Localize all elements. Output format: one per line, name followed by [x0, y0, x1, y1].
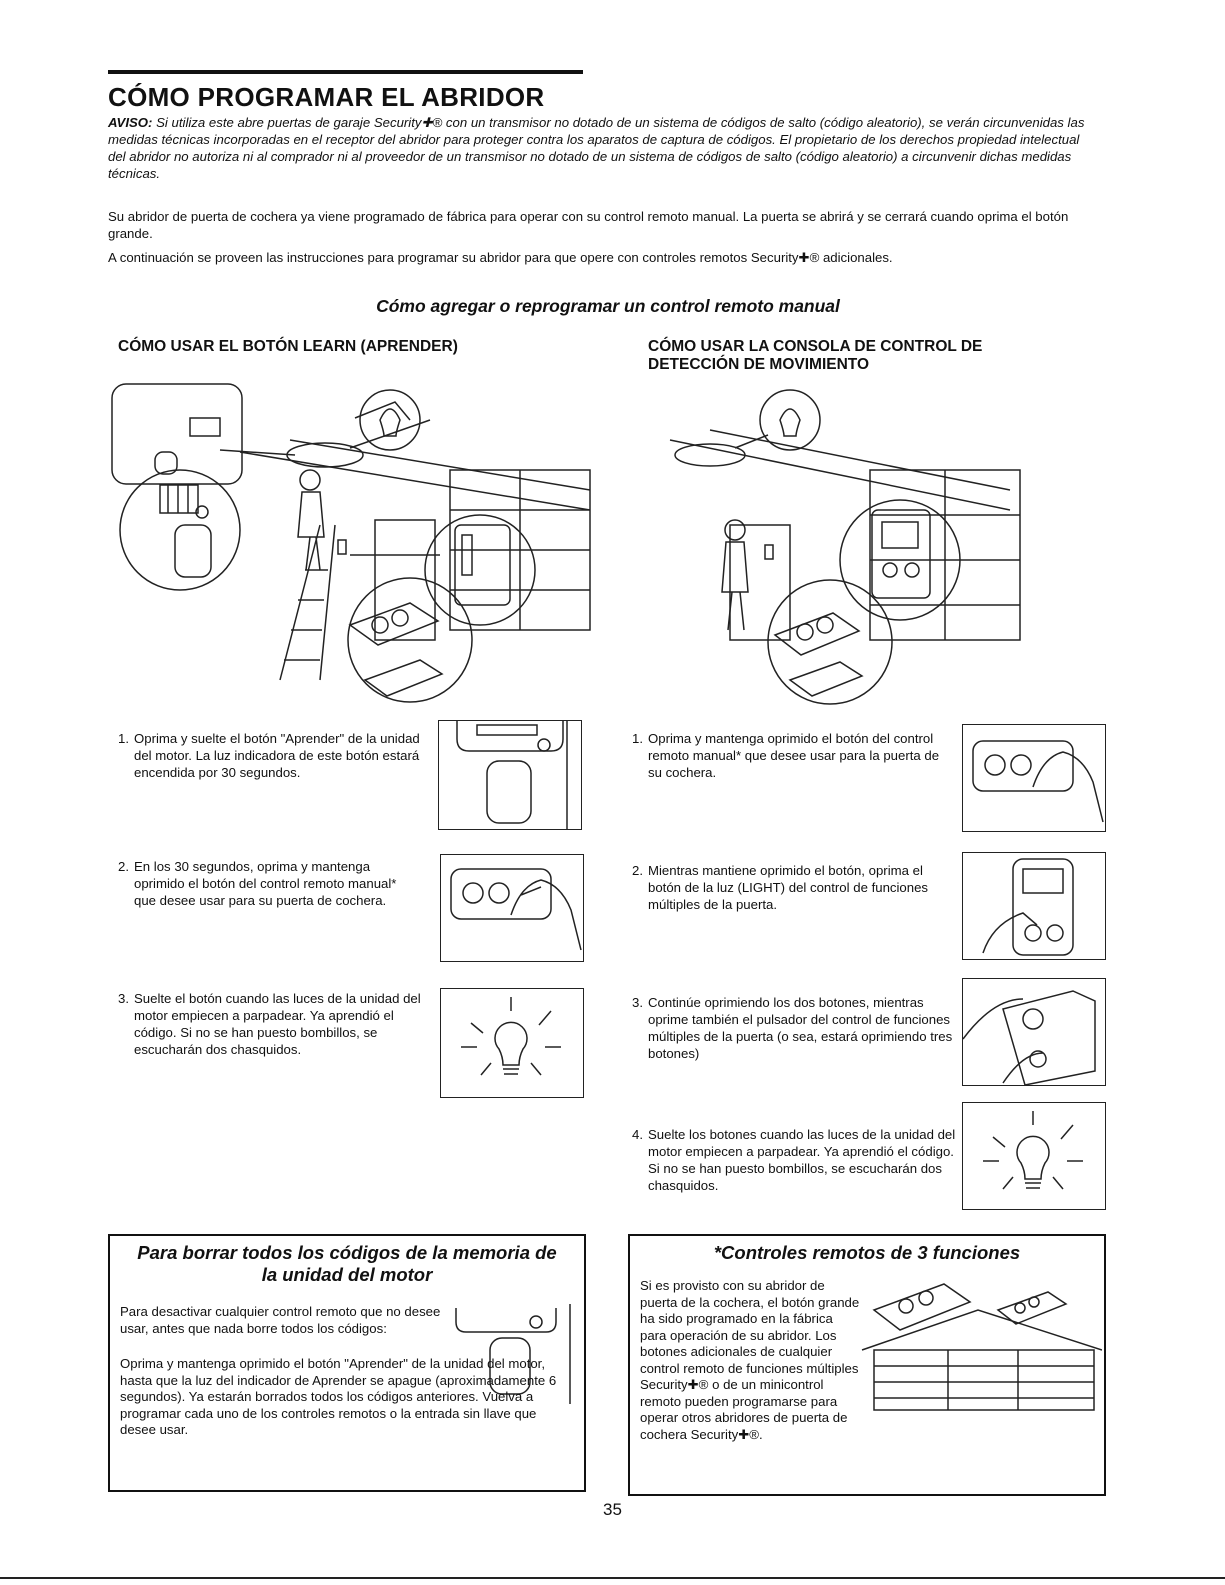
wall-console-icon: [962, 978, 1106, 1086]
three-function-panel: [628, 1234, 1106, 1496]
section-title: Cómo agregar o reprogramar un control remoto manual: [376, 296, 840, 316]
three-function-panel-title: *Controles remotos de 3 funciones: [713, 1242, 1021, 1263]
light-bulb-icon: [962, 1102, 1106, 1210]
right-step-2: [632, 862, 952, 913]
garage-opener-illustration: [110, 380, 600, 710]
right-step-1: [632, 730, 952, 781]
page-title: CÓMO PROGRAMAR EL ABRIDOR: [108, 82, 545, 112]
learn-button-icon: [438, 720, 582, 830]
left-step-1: [118, 730, 423, 781]
left-step-3: [118, 990, 423, 1058]
erase-panel-text-2: Oprima y mantenga oprimido el botón "Aprender" de la unidad del motor, hasta que la luz del indicador de Aprender se apague (aproximadamente 6 segundos). Ya estarán borrados todos los códigos anteriores. Vuelva a programar cada uno de los controles remotos o la entrada sin llave que desee usar.: [120, 1356, 557, 1437]
remote-press-icon: [962, 724, 1106, 832]
bottom-rule: [0, 1577, 1225, 1579]
title-rule: [108, 70, 583, 74]
step-text: Suelte los botones cuando las luces de la unidad del motor empiecen a parpadear. Ya aprendió el código. Si no se han puesto bombillos, se escucharán dos chasquidos.: [648, 1127, 956, 1193]
step-number: 1.: [632, 731, 643, 746]
right-step-4: [632, 1126, 957, 1194]
erase-panel-text-1: Para desactivar cualquier control remoto que no desee usar, antes que nada borre todos los códigos:: [120, 1304, 441, 1336]
step-number: 3.: [118, 991, 129, 1006]
right-step-3: [632, 994, 957, 1062]
step-number: 4.: [632, 1127, 643, 1142]
step-text: Continúe oprimiendo los dos botones, mientras oprime también el pulsador del control de funciones múltiples de la puerta (o sea, estará oprimiendo tres botones): [648, 995, 953, 1061]
step-text: Oprima y mantenga oprimido el botón del control remoto manual* que desee usar para la puerta de su cochera.: [648, 731, 940, 780]
intro-paragraph-2: A continuación se proveen las instrucciones para programar su abridor para que opere con controles remotos Security✚® adicionales.: [108, 250, 893, 265]
three-function-panel-text: [640, 1278, 1095, 1443]
right-column-heading: CÓMO USAR LA CONSOLA DE CONTROL DE DETECCIÓN DE MOVIMIENTO: [648, 338, 983, 373]
page-number: 35: [603, 1500, 622, 1519]
notice-label: AVISO:: [108, 115, 153, 130]
erase-codes-panel: [108, 1234, 586, 1492]
step-number: 2.: [118, 859, 129, 874]
remote-press-icon: [440, 854, 584, 962]
motion-console-illustration: [640, 380, 1110, 710]
step-text: Suelte el botón cuando las luces de la unidad del motor empiecen a parpadear. Ya aprendió el código. Si no se han puesto bombillos, se escucharán dos chasquidos.: [134, 991, 421, 1057]
wall-console-icon: [962, 852, 1106, 960]
erase-panel-title: Para borrar todos los códigos de la memoria de la unidad del motor: [137, 1242, 557, 1285]
step-text: En los 30 segundos, oprima y mantenga oprimido el botón del control remoto manual* que desee usar para su puerta de cochera.: [134, 859, 397, 908]
left-column-heading: CÓMO USAR EL BOTÓN LEARN (APRENDER): [118, 338, 458, 355]
left-step-2: [118, 858, 418, 909]
intro-paragraph-1: Su abridor de puerta de cochera ya viene programado de fábrica para operar con su control remoto manual. La puerta se abrirá y se cerrará cuando oprima el botón grande.: [108, 209, 1069, 241]
step-text: Mientras mantiene oprimido el botón, oprima el botón de la luz (LIGHT) del control de funciones múltiples de la puerta.: [648, 863, 929, 912]
step-number: 3.: [632, 995, 643, 1010]
three-function-text: Si es provisto con su abridor de puerta de la cochera, el botón grande ha sido programado en la fábrica para operación de su abridor. Los botones adicionales de cualquier control remoto de funciones múltiples Security✚® o de un minicontrol remoto pueden programarse para operar otros abridores de puerta de cochera Security✚®.: [640, 1278, 860, 1442]
step-number: 1.: [118, 731, 129, 746]
text-wrap-spacer: [860, 1278, 1095, 1413]
step-number: 2.: [632, 863, 643, 878]
notice-text: Si utiliza este abre puertas de garaje Security✚® con un transmisor no dotado de un sistema de códigos de salto (código aleatorio), se verán circunvenidas las medidas técnicas incorporadas en el receptor del abridor para proteger contra los aparatos de captura de códigos. El propietario de los derechos propiedad intelectual del abridor no autoriza ni al comprador ni al proveedor de un transmisor no dotado de un sistema de códigos de salto (código aleatorio) a circunvenir dichas medidas técnicas.: [108, 115, 1085, 181]
light-bulb-icon: [440, 988, 584, 1098]
notice: [108, 114, 1098, 182]
step-text: Oprima y suelte el botón "Aprender" de la unidad del motor. La luz indicadora de este botón estará encendida por 30 segundos.: [134, 731, 420, 780]
